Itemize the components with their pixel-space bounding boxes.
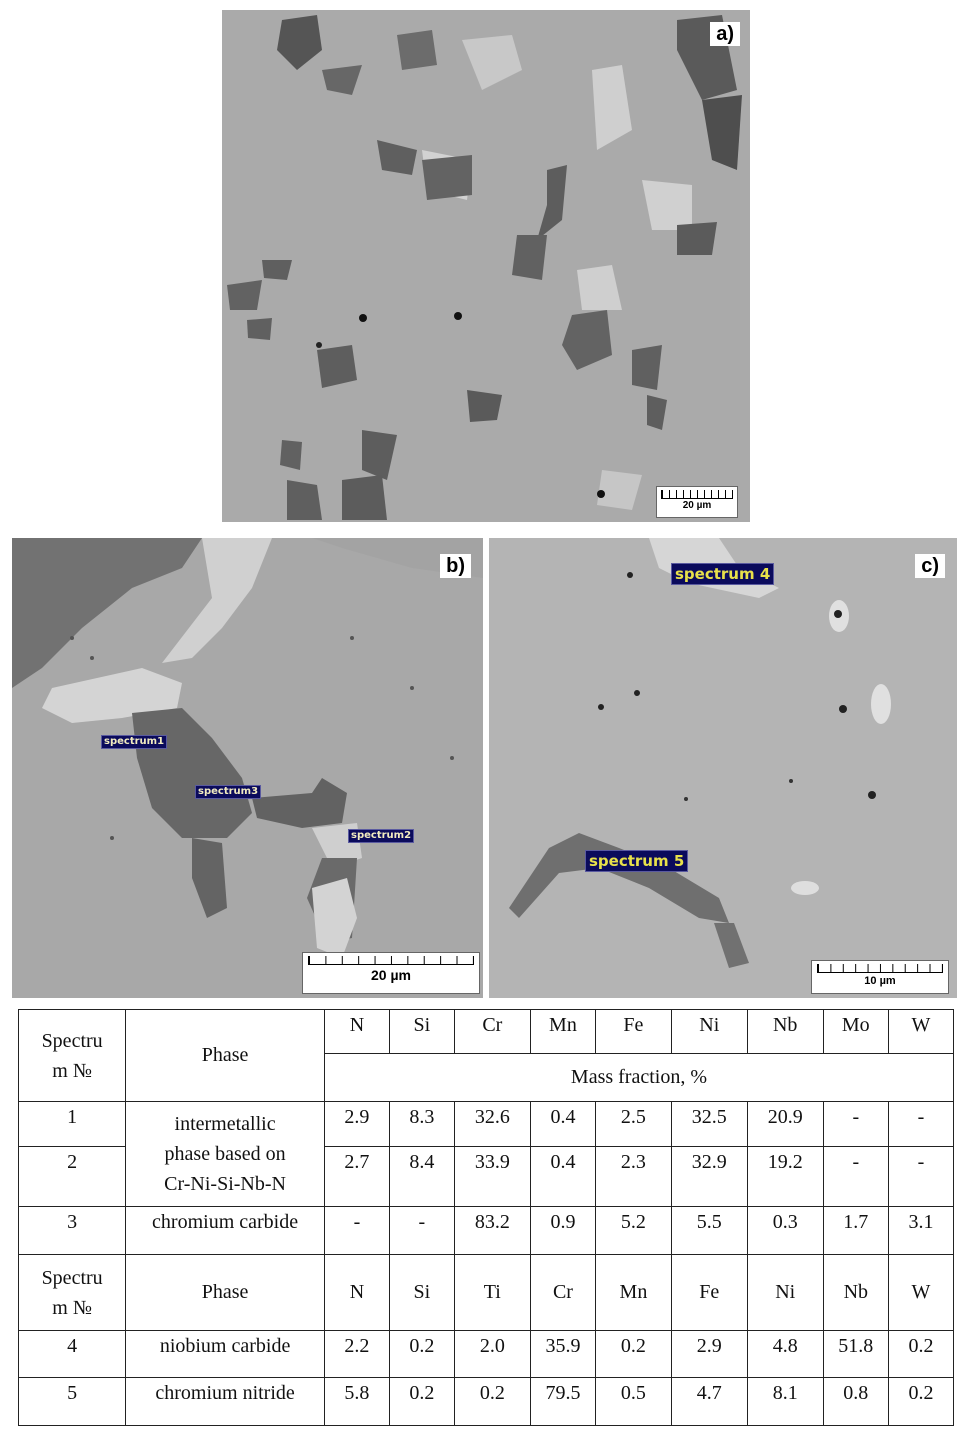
table-row bbox=[19, 1102, 954, 1147]
value-cell: - bbox=[888, 1102, 953, 1147]
element-header: Ti bbox=[454, 1255, 530, 1331]
scale-bar-a-label: 20 µm bbox=[682, 500, 712, 511]
value-cell: 33.9 bbox=[454, 1147, 530, 1207]
spectrum1-label: spectrum1 bbox=[101, 735, 167, 749]
value-cell: - bbox=[324, 1207, 389, 1255]
scale-bar-b bbox=[302, 952, 480, 994]
phase-cell: chromium carbide bbox=[126, 1207, 325, 1255]
element-header: Nb bbox=[823, 1255, 888, 1331]
scale-bar-a bbox=[656, 486, 738, 518]
value-cell: - bbox=[823, 1102, 888, 1147]
value-cell: 0.2 bbox=[888, 1331, 953, 1378]
value-cell: 32.9 bbox=[671, 1147, 747, 1207]
spectrum2-label: spectrum2 bbox=[348, 829, 414, 843]
value-cell: 0.4 bbox=[530, 1102, 595, 1147]
value-cell: 2.2 bbox=[324, 1331, 389, 1378]
spectrum-header: Spectrum № bbox=[19, 1010, 126, 1102]
spectrum-number: 2 bbox=[19, 1147, 126, 1207]
scale-bar-c bbox=[811, 960, 949, 994]
value-cell: 0.2 bbox=[389, 1378, 454, 1426]
table-row bbox=[19, 1331, 954, 1378]
value-cell: 0.3 bbox=[747, 1207, 823, 1255]
value-cell: 0.5 bbox=[596, 1378, 672, 1426]
element-header: W bbox=[888, 1010, 953, 1054]
micrograph-c bbox=[489, 538, 957, 998]
element-header: N bbox=[324, 1255, 389, 1331]
value-cell: 0.4 bbox=[530, 1147, 595, 1207]
element-header: Cr bbox=[454, 1010, 530, 1054]
value-cell: 0.2 bbox=[389, 1331, 454, 1378]
element-header: N bbox=[324, 1010, 389, 1054]
value-cell: 4.8 bbox=[747, 1331, 823, 1378]
spectrum-number: 4 bbox=[19, 1331, 126, 1378]
table-header-row-3 bbox=[19, 1255, 954, 1331]
value-cell: 35.9 bbox=[530, 1331, 595, 1378]
value-cell: 1.7 bbox=[823, 1207, 888, 1255]
element-header: Si bbox=[389, 1255, 454, 1331]
spectrum4-label: spectrum 4 bbox=[671, 563, 774, 585]
value-cell: 83.2 bbox=[454, 1207, 530, 1255]
spectrum-number: 1 bbox=[19, 1102, 126, 1147]
scale-bar-b-label: 20 µm bbox=[371, 967, 411, 983]
element-header: Fe bbox=[671, 1255, 747, 1331]
value-cell: 2.7 bbox=[324, 1147, 389, 1207]
composition-table bbox=[18, 1009, 954, 1426]
scale-bar-c-label: 10 µm bbox=[864, 975, 896, 987]
value-cell: - bbox=[823, 1147, 888, 1207]
element-header: Nb bbox=[747, 1010, 823, 1054]
micrograph-a bbox=[222, 10, 750, 522]
value-cell: 20.9 bbox=[747, 1102, 823, 1147]
element-header: Ni bbox=[747, 1255, 823, 1331]
value-cell: 8.4 bbox=[389, 1147, 454, 1207]
phase-cell: intermetallic phase based on Cr-Ni-Si-Nb-N bbox=[126, 1102, 325, 1207]
spectrum-header: Spectrum № bbox=[19, 1255, 126, 1331]
table-row bbox=[19, 1207, 954, 1255]
spectrum3-label: spectrum3 bbox=[195, 785, 261, 799]
element-header: Cr bbox=[530, 1255, 595, 1331]
value-cell: 5.2 bbox=[596, 1207, 672, 1255]
element-header: Si bbox=[389, 1010, 454, 1054]
value-cell: 4.7 bbox=[671, 1378, 747, 1426]
value-cell: 79.5 bbox=[530, 1378, 595, 1426]
phase-cell: niobium carbide bbox=[126, 1331, 325, 1378]
value-cell: 0.2 bbox=[454, 1378, 530, 1426]
value-cell: 5.8 bbox=[324, 1378, 389, 1426]
value-cell: 32.6 bbox=[454, 1102, 530, 1147]
value-cell: 0.2 bbox=[596, 1331, 672, 1378]
micrograph-a-image bbox=[222, 10, 750, 522]
micrograph-c-image bbox=[489, 538, 957, 998]
element-header: Mn bbox=[596, 1255, 672, 1331]
mass-fraction-header: Mass fraction, % bbox=[324, 1054, 953, 1102]
value-cell: 8.3 bbox=[389, 1102, 454, 1147]
value-cell: 0.8 bbox=[823, 1378, 888, 1426]
value-cell: 2.0 bbox=[454, 1331, 530, 1378]
value-cell: 5.5 bbox=[671, 1207, 747, 1255]
phase-cell: chromium nitride bbox=[126, 1378, 325, 1426]
micrograph-b-image bbox=[12, 538, 483, 998]
element-header: Mn bbox=[530, 1010, 595, 1054]
panel-b-label: b) bbox=[440, 554, 471, 578]
table-header-row-1 bbox=[19, 1010, 954, 1054]
value-cell: - bbox=[888, 1147, 953, 1207]
panel-a-label: a) bbox=[710, 22, 740, 46]
element-header: W bbox=[888, 1255, 953, 1331]
element-header: Ni bbox=[671, 1010, 747, 1054]
micrograph-b bbox=[12, 538, 483, 998]
element-header: Mo bbox=[823, 1010, 888, 1054]
spectrum5-label: spectrum 5 bbox=[585, 850, 688, 872]
value-cell: - bbox=[389, 1207, 454, 1255]
value-cell: 2.5 bbox=[596, 1102, 672, 1147]
phase-header: Phase bbox=[126, 1255, 325, 1331]
value-cell: 0.9 bbox=[530, 1207, 595, 1255]
value-cell: 8.1 bbox=[747, 1378, 823, 1426]
table-row bbox=[19, 1378, 954, 1426]
value-cell: 2.3 bbox=[596, 1147, 672, 1207]
spectrum-number: 5 bbox=[19, 1378, 126, 1426]
value-cell: 2.9 bbox=[671, 1331, 747, 1378]
value-cell: 19.2 bbox=[747, 1147, 823, 1207]
value-cell: 32.5 bbox=[671, 1102, 747, 1147]
spectrum-number: 3 bbox=[19, 1207, 126, 1255]
value-cell: 3.1 bbox=[888, 1207, 953, 1255]
panel-c-label: c) bbox=[915, 554, 945, 578]
value-cell: 2.9 bbox=[324, 1102, 389, 1147]
phase-header: Phase bbox=[126, 1010, 325, 1102]
value-cell: 51.8 bbox=[823, 1331, 888, 1378]
element-header: Fe bbox=[596, 1010, 672, 1054]
value-cell: 0.2 bbox=[888, 1378, 953, 1426]
